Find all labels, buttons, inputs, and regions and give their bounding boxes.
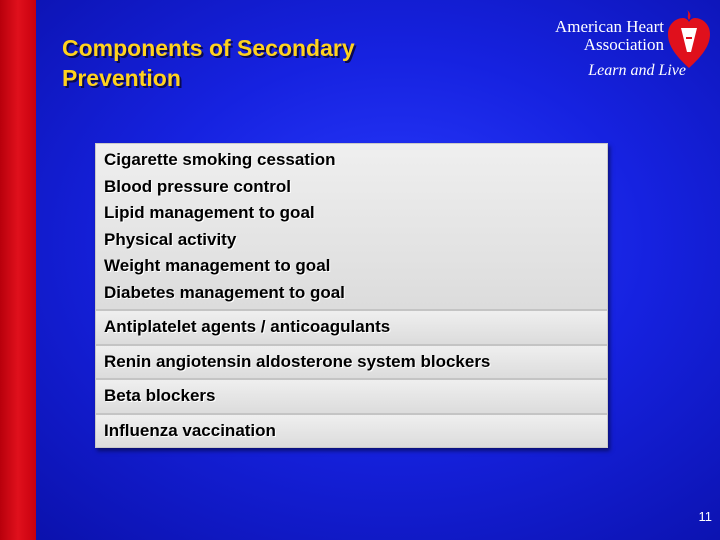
side-accent-bar bbox=[0, 0, 36, 540]
aha-logo bbox=[538, 8, 714, 88]
list-item: Diabetes management to goal bbox=[104, 282, 345, 302]
list-item: Physical activity bbox=[104, 229, 237, 249]
medication-row bbox=[96, 415, 607, 448]
components-list bbox=[95, 143, 608, 448]
list-item: Influenza vaccination bbox=[104, 420, 276, 440]
slide-title: Components of Secondary Prevention bbox=[62, 35, 355, 91]
logo-line-1: American Heart bbox=[554, 17, 664, 36]
page-number: 11 bbox=[698, 509, 712, 524]
list-item: Blood pressure control bbox=[104, 176, 292, 196]
list-item: Beta blockers bbox=[104, 386, 216, 405]
list-item: Antiplatelet agents / anticoagulants bbox=[104, 317, 391, 336]
list-item: Cigarette smoking cessation bbox=[104, 150, 336, 169]
logo-line-2: Association bbox=[583, 35, 664, 54]
medication-row bbox=[96, 346, 607, 381]
heart-torch-icon bbox=[666, 8, 712, 72]
lifestyle-group bbox=[96, 144, 607, 311]
list-item: Weight management to goal bbox=[104, 256, 331, 275]
medication-row bbox=[96, 311, 607, 346]
list-item: Lipid management to goal bbox=[104, 203, 315, 222]
list-item: Renin angiotensin aldosterone system blockers bbox=[104, 351, 491, 371]
medication-row bbox=[96, 380, 607, 415]
logo-tagline: Learn and Live bbox=[588, 62, 686, 79]
